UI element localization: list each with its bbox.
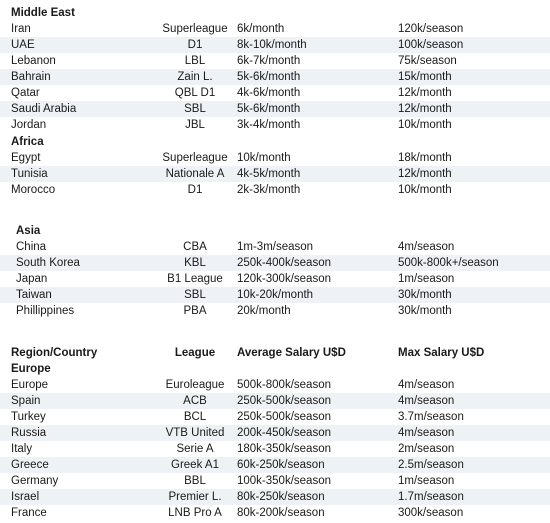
league-cell: D1	[187, 184, 203, 196]
country-cell: Europe	[11, 379, 49, 391]
section-heading-asia	[0, 223, 550, 239]
average-salary-cell: 10k-20k/month	[237, 289, 314, 301]
max-salary-cell: 4m/season	[398, 427, 455, 439]
league-cell: VTB United	[165, 427, 225, 439]
country-cell: Turkey	[11, 411, 46, 423]
max-salary-cell: 2m/season	[398, 443, 455, 455]
table-row	[0, 393, 550, 409]
league-cell: LBL	[184, 55, 206, 67]
table-row	[0, 101, 550, 117]
league-cell: BBL	[184, 475, 206, 487]
table-row	[0, 457, 550, 473]
max-salary-cell: 18k/month	[398, 152, 452, 164]
section-heading-europe	[0, 361, 550, 377]
league-cell: SBL	[184, 103, 206, 115]
country-cell: South Korea	[16, 257, 80, 269]
country-cell: France	[11, 507, 47, 519]
max-salary-cell: 15k/month	[398, 71, 452, 83]
average-salary-cell: 250k-500k/season	[237, 395, 331, 407]
league-cell: Serie A	[176, 443, 214, 455]
average-salary-cell: 250k-400k/season	[237, 257, 331, 269]
league-cell: JBL	[185, 119, 205, 131]
average-salary-cell: 10k/month	[237, 152, 291, 164]
table-row	[0, 239, 550, 255]
table-row	[0, 182, 550, 198]
country-cell: China	[16, 241, 47, 253]
country-cell: Taiwan	[16, 289, 52, 301]
table-row	[0, 69, 550, 85]
league-cell: LNB Pro A	[168, 507, 222, 519]
max-salary-cell: 4m/season	[398, 241, 455, 253]
league-cell: Nationale A	[165, 168, 225, 180]
average-salary-cell: 20k/month	[237, 305, 291, 317]
table-row	[0, 425, 550, 441]
league-cell: KBL	[184, 257, 206, 269]
average-salary-cell: 1m-3m/season	[237, 241, 314, 253]
average-salary-cell: 200k-450k/season	[237, 427, 331, 439]
section-heading-africa	[0, 134, 550, 150]
table-row	[0, 37, 550, 53]
country-cell: Israel	[11, 491, 40, 503]
country-cell: Morocco	[11, 184, 56, 196]
country-cell: Spain	[11, 395, 41, 407]
league-cell: Superleague	[162, 23, 228, 35]
table-row	[0, 473, 550, 489]
max-salary-cell: 4m/season	[398, 395, 455, 407]
average-salary-cell: 8k-10k/month	[237, 39, 307, 51]
max-salary-cell: 100k/season	[398, 39, 464, 51]
max-salary-cell: 500k-800k+/season	[398, 257, 499, 269]
average-salary-cell: 80k-250k/season	[237, 491, 325, 503]
league-cell: SBL	[184, 289, 206, 301]
section-title: Europe	[11, 363, 51, 375]
average-salary-cell: 6k/month	[237, 23, 285, 35]
league-cell: B1 League	[167, 273, 223, 285]
country-cell: Germany	[11, 475, 59, 487]
table-row	[0, 505, 550, 521]
average-salary-cell: 80k-200k/season	[237, 507, 325, 519]
league-cell: Euroleague	[165, 379, 225, 391]
league-cell: BCL	[183, 411, 207, 423]
country-cell: Qatar	[11, 87, 40, 99]
average-salary-cell: 6k-7k/month	[237, 55, 301, 67]
country-cell: Iran	[11, 23, 31, 35]
max-salary-cell: 1.7m/season	[398, 491, 464, 503]
table-row	[0, 303, 550, 319]
country-cell: Italy	[11, 443, 33, 455]
max-salary-cell: 75k/season	[398, 55, 457, 67]
table-row	[0, 21, 550, 37]
country-cell: UAE	[11, 39, 35, 51]
max-salary-cell: 4m/season	[398, 379, 455, 391]
table-row	[0, 377, 550, 393]
max-salary-cell: 12k/month	[398, 168, 452, 180]
table-row	[0, 53, 550, 69]
max-salary-cell: 2.5m/season	[398, 459, 464, 471]
max-salary-cell: 30k/month	[398, 305, 452, 317]
column-header-average-salary: Average Salary U$D	[237, 347, 346, 359]
average-salary-cell: 500k-800k/season	[237, 379, 331, 391]
country-cell: Tunisia	[11, 168, 48, 180]
league-cell: Greek A1	[171, 459, 219, 471]
league-cell: ACB	[183, 395, 207, 407]
section-heading-middle-east	[0, 5, 550, 21]
league-cell: QBL D1	[174, 87, 216, 99]
league-cell: PBA	[183, 305, 207, 317]
average-salary-cell: 250k-500k/season	[237, 411, 331, 423]
table-row	[0, 166, 550, 182]
table-row	[0, 489, 550, 505]
max-salary-cell: 3.7m/season	[398, 411, 464, 423]
section-title: Middle East	[11, 7, 75, 19]
league-cell: Premier L.	[168, 491, 222, 503]
average-salary-cell: 2k-3k/month	[237, 184, 301, 196]
column-header-league: League	[174, 347, 216, 359]
max-salary-cell: 300k/season	[398, 507, 464, 519]
average-salary-cell: 4k-5k/month	[237, 168, 301, 180]
table-row	[0, 441, 550, 457]
average-salary-cell: 180k-350k/season	[237, 443, 331, 455]
max-salary-cell: 12k/month	[398, 103, 452, 115]
table-row	[0, 287, 550, 303]
country-cell: Russia	[11, 427, 47, 439]
max-salary-cell: 12k/month	[398, 87, 452, 99]
average-salary-cell: 120k-300k/season	[237, 273, 331, 285]
section-title: Asia	[16, 225, 41, 237]
country-cell: Saudi Arabia	[11, 103, 77, 115]
column-header-row	[0, 345, 550, 361]
average-salary-cell: 100k-350k/season	[237, 475, 331, 487]
country-cell: Bahrain	[11, 71, 51, 83]
country-cell: Lebanon	[11, 55, 56, 67]
column-header-max-salary: Max Salary U$D	[398, 347, 485, 359]
max-salary-cell: 30k/month	[398, 289, 452, 301]
max-salary-cell: 1m/season	[398, 475, 455, 487]
max-salary-cell: 10k/month	[398, 184, 452, 196]
table-row	[0, 255, 550, 271]
average-salary-cell: 4k-6k/month	[237, 87, 301, 99]
max-salary-cell: 1m/season	[398, 273, 455, 285]
average-salary-cell: 5k-6k/month	[237, 103, 301, 115]
section-title: Africa	[11, 136, 44, 148]
max-salary-cell: 10k/month	[398, 119, 452, 131]
average-salary-cell: 60k-250k/season	[237, 459, 325, 471]
table-row	[0, 271, 550, 287]
country-cell: Egypt	[11, 152, 41, 164]
league-cell: Zain L.	[177, 71, 213, 83]
table-row	[0, 150, 550, 166]
average-salary-cell: 3k-4k/month	[237, 119, 301, 131]
max-salary-cell: 120k/season	[398, 23, 464, 35]
average-salary-cell: 5k-6k/month	[237, 71, 301, 83]
country-cell: Jordan	[11, 119, 47, 131]
league-cell: Superleague	[162, 152, 228, 164]
table-row	[0, 409, 550, 425]
table-row	[0, 117, 550, 133]
country-cell: Phillippines	[16, 305, 75, 317]
league-cell: D1	[187, 39, 203, 51]
column-header-country: Region/Country	[11, 347, 98, 359]
table-row	[0, 85, 550, 101]
league-cell: CBA	[183, 241, 207, 253]
country-cell: Japan	[16, 273, 48, 285]
country-cell: Greece	[11, 459, 49, 471]
